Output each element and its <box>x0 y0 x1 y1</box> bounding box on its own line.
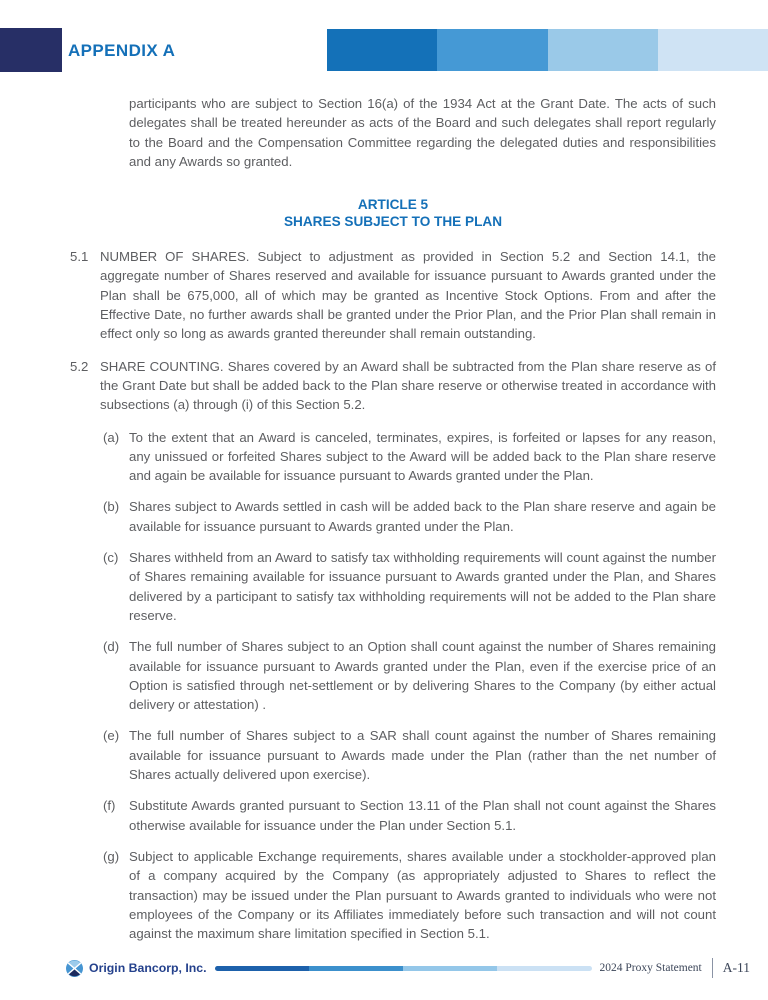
appendix-title: APPENDIX A <box>68 41 176 60</box>
header-bar-segment-4 <box>658 29 768 71</box>
page-footer <box>66 957 750 979</box>
article-heading <box>70 196 716 230</box>
subsection-label: (f) <box>103 798 116 814</box>
footer-bar-segment-2 <box>309 966 403 971</box>
subsection-c <box>103 548 716 625</box>
subsection-label: (g) <box>103 848 120 864</box>
header-bar-segment-1 <box>327 29 437 71</box>
section-5-2 <box>70 357 716 415</box>
section-number: 5.2 <box>70 358 89 374</box>
header-accent-bar <box>327 29 768 71</box>
footer-bar-segment-1 <box>215 966 309 971</box>
header-bar-segment-2 <box>437 29 547 71</box>
subsection-e <box>103 726 716 784</box>
corner-accent-block <box>0 28 62 72</box>
document-body <box>70 94 716 955</box>
footer-bar-segment-4 <box>497 966 591 971</box>
subsection-a <box>103 428 716 486</box>
section-text: NUMBER OF SHARES. Subject to adjustment as provided in Section 5.2 and Section 14.1, the aggregate number of Shares reserved and available for issuance pursuant to Awards granted under the Plan shall be 675,000, all of which may be granted as Incentive Stock Options. From and after the Effective Date, no further awards shall be granted under the Prior Plan, and the Prior Plan shall remain in effect only so long as awards granted thereunder shall remain outstanding. <box>100 249 716 342</box>
subsection-text: The full number of Shares subject to an Option shall count against the number of Shares remaining available for issuance pursuant to Awards granted under the Plan, even if the exercise price of an Option is satisfied through net-settlement or by delivering Shares to the Company (by either actual delivery or attestation) . <box>129 639 716 713</box>
subsection-text: Shares subject to Awards settled in cash will be added back to the Plan share reserve and again be available for issuance pursuant to Awards granted under the Plan. <box>129 499 716 534</box>
footer-divider <box>712 958 713 978</box>
subsection-text: To the extent that an Award is canceled, terminates, expires, is forfeited or lapses for any reason, any unissued or forfeited Shares subject to the Award will be added back to the Plan share reserve and again be available for issuance pursuant to Awards granted under the Plan. <box>129 429 716 484</box>
subsection-text: Substitute Awards granted pursuant to Section 13.11 of the Plan shall not count against the Shares otherwise available for issuance under the Plan under Section 5.1. <box>129 798 716 833</box>
intro-paragraph: participants who are subject to Section 16(a) of the 1934 Act at the Grant Date. The acts of such delegates shall be treated hereunder as acts of the Board and such delegates shall report regularly to the Board and the Compensation Committee regarding the delegated duties and responsibilities and any Awards so granted. <box>129 96 716 169</box>
section-5-1 <box>70 247 716 343</box>
section-number: 5.1 <box>70 249 89 265</box>
subsection-d <box>103 637 716 714</box>
subsection-label: (c) <box>103 550 119 566</box>
footer-accent-bar <box>215 966 592 971</box>
article-title: SHARES SUBJECT TO THE PLAN <box>283 214 503 230</box>
article-number: ARTICLE 5 <box>357 197 429 213</box>
subsection-g <box>103 847 716 943</box>
section-text: SHARE COUNTING. Shares covered by an Award shall be subtracted from the Plan share reserve as of the Grant Date but shall be added back to the Plan share reserve or otherwise treated in accordance with subsections (a) through (i) of this Section 5.2. <box>100 358 716 413</box>
subsection-text: Shares withheld from an Award to satisfy tax withholding requirements will count against the number of Shares remaining available for issuance pursuant to Awards granted under the Plan, and Shares delivered by a participant to satisfy tax withholding requirements will not be added to the Plan share reserve. <box>129 550 716 623</box>
origin-bancorp-logo-icon <box>66 960 83 977</box>
subsection-label: (e) <box>103 728 120 744</box>
subsection-label: (d) <box>103 639 120 655</box>
subsection-text: The full number of Shares subject to a SAR shall count against the number of Shares remaining available for issuance pursuant to Awards made under the Plan (rather than the net number of Shares actually delivered upon exercise). <box>129 728 716 783</box>
header-bar-segment-3 <box>548 29 658 71</box>
subsection-label: (a) <box>103 429 120 445</box>
subsection-label: (b) <box>103 499 120 515</box>
footer-company-name: Origin Bancorp, Inc. <box>89 961 207 975</box>
footer-document-title: 2024 Proxy Statement <box>599 962 702 974</box>
subsection-f <box>103 796 716 835</box>
footer-bar-segment-3 <box>403 966 497 971</box>
subsection-text: Subject to applicable Exchange requirements, shares available under a stockholder-approved plan of a company acquired by the Company (as appropriately adjusted to Shares to reflect the transaction) may be issued under the Plan pursuant to Awards granted to individuals who were not employees of the Company or its Affiliates immediately before such transaction and will not count against the maximum share limitation specified in Section 5.1. <box>129 848 716 942</box>
page-number: A-11 <box>722 960 750 975</box>
subsection-b <box>103 497 716 536</box>
